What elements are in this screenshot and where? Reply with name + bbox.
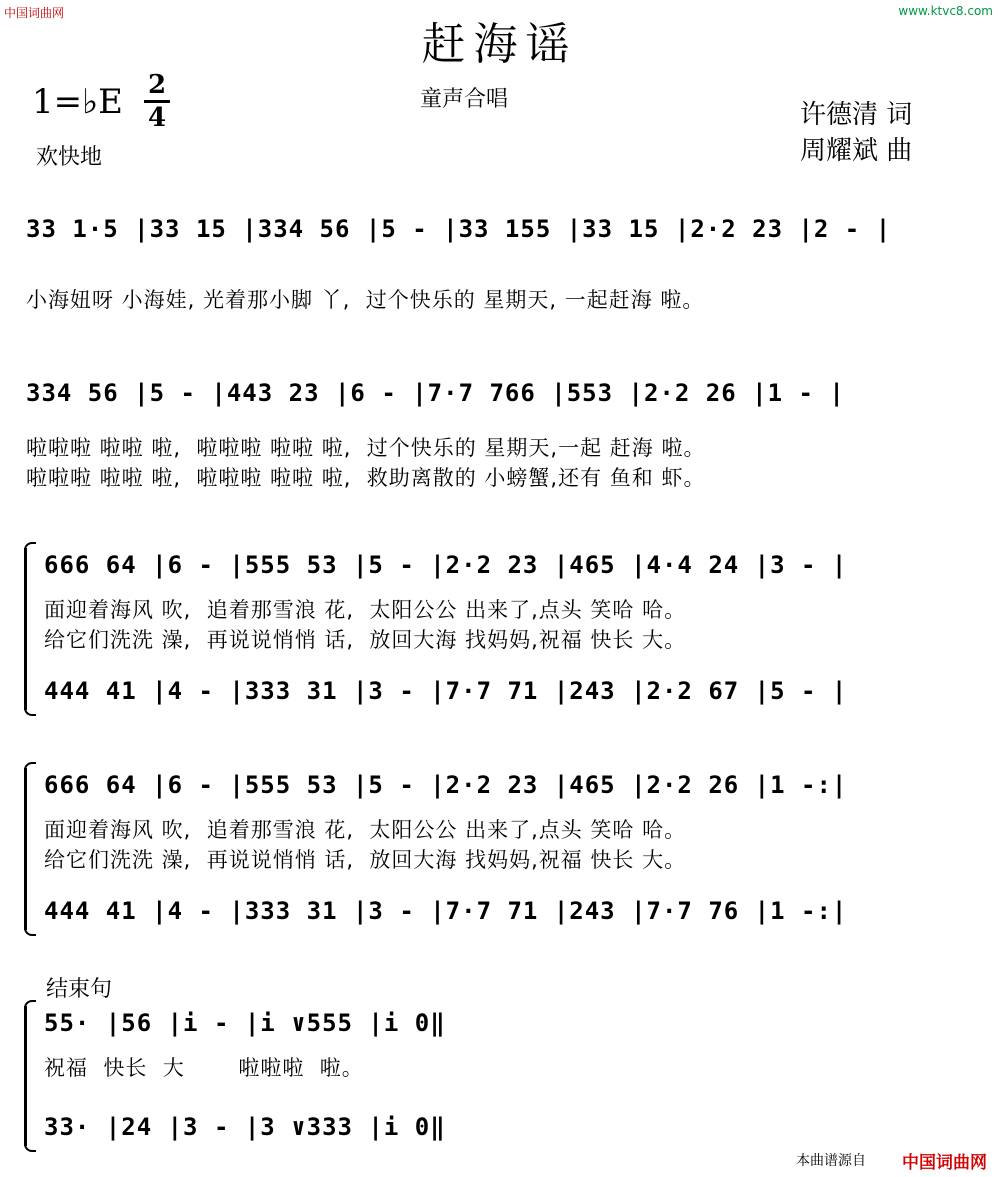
song-title: 赶海谣 [421, 19, 578, 70]
ending-upper-notes: 55· |56 |i - |i ∨555 |i 0‖ [44, 1009, 446, 1037]
system-3-lower-notes: 444 41 |4 - |333 31 |3 - |7·7 71 |243 |2·2 67 |5 - | [44, 677, 848, 705]
system-1-notes: 33 1·5 |33 15 |334 56 |5 - |33 155 |33 15 |2·2 23 |2 - | [26, 215, 892, 243]
system-4-bracket [24, 768, 37, 930]
system-4-lower-notes: 444 41 |4 - |333 31 |3 - |7·7 71 |243 |7·7 76 |1 -:| [44, 897, 848, 925]
system-4-upper-notes: 666 64 |6 - |555 53 |5 - |2·2 23 |465 |2·2 26 |1 -:| [44, 771, 848, 799]
system-3-upper-notes: 666 64 |6 - |555 53 |5 - |2·2 23 |465 |4·4 24 |3 - | [44, 551, 848, 579]
time-top: 2 [147, 70, 167, 100]
ending-bracket [24, 1006, 37, 1146]
system-4-lyrics-1: 面迎着海风 吹, 追着那雪浪 花, 太阳公公 出来了,点头 笑哈 哈。 [44, 818, 687, 842]
subtitle: 童声合唱 [420, 87, 509, 112]
lyricist-credit: 许德清 词 [800, 100, 913, 130]
system-2-lyrics-1: 啦啦啦 啦啦 啦, 啦啦啦 啦啦 啦, 过个快乐的 星期天,一起 赶海 啦。 [26, 436, 706, 460]
key-signature: 1=♭E [32, 82, 123, 122]
system-3-lyrics-2: 给它们洗洗 澡, 再说说悄悄 话, 放回大海 找妈妈,祝福 快长 大。 [44, 628, 687, 652]
ending-lower-notes: 33· |24 |3 - |3 ∨333 |i 0‖ [44, 1113, 446, 1141]
source-label: 本曲谱源自 [796, 1153, 866, 1169]
ending-lyrics: 祝福 快长 大 啦啦啦 啦。 [44, 1056, 364, 1080]
watermark-right: www.ktvc8.com [898, 4, 993, 18]
system-2-notes: 334 56 |5 - |443 23 |6 - |7·7 766 |553 |2·2 26 |1 - | [26, 379, 845, 407]
time-signature [144, 72, 170, 131]
system-1-lyrics: 小海妞呀 小海娃, 光着那小脚 丫, 过个快乐的 星期天, 一起赶海 啦。 [26, 288, 705, 312]
system-4-lyrics-2: 给它们洗洗 澡, 再说说悄悄 话, 放回大海 找妈妈,祝福 快长 大。 [44, 848, 687, 872]
watermark-left: 中国词曲网 [4, 6, 65, 20]
system-2-lyrics-2: 啦啦啦 啦啦 啦, 啦啦啦 啦啦 啦, 救助离散的 小螃蟹,还有 鱼和 虾。 [26, 466, 706, 490]
system-3-bracket [24, 548, 37, 710]
ending-label: 结束句 [46, 977, 113, 1002]
source-brand: 中国词曲网 [902, 1153, 987, 1173]
time-bottom: 4 [147, 103, 167, 133]
tempo-marking: 欢快地 [36, 145, 103, 170]
system-3-lyrics-1: 面迎着海风 吹, 追着那雪浪 花, 太阳公公 出来了,点头 笑哈 哈。 [44, 598, 687, 622]
composer-credit: 周耀斌 曲 [800, 136, 913, 166]
